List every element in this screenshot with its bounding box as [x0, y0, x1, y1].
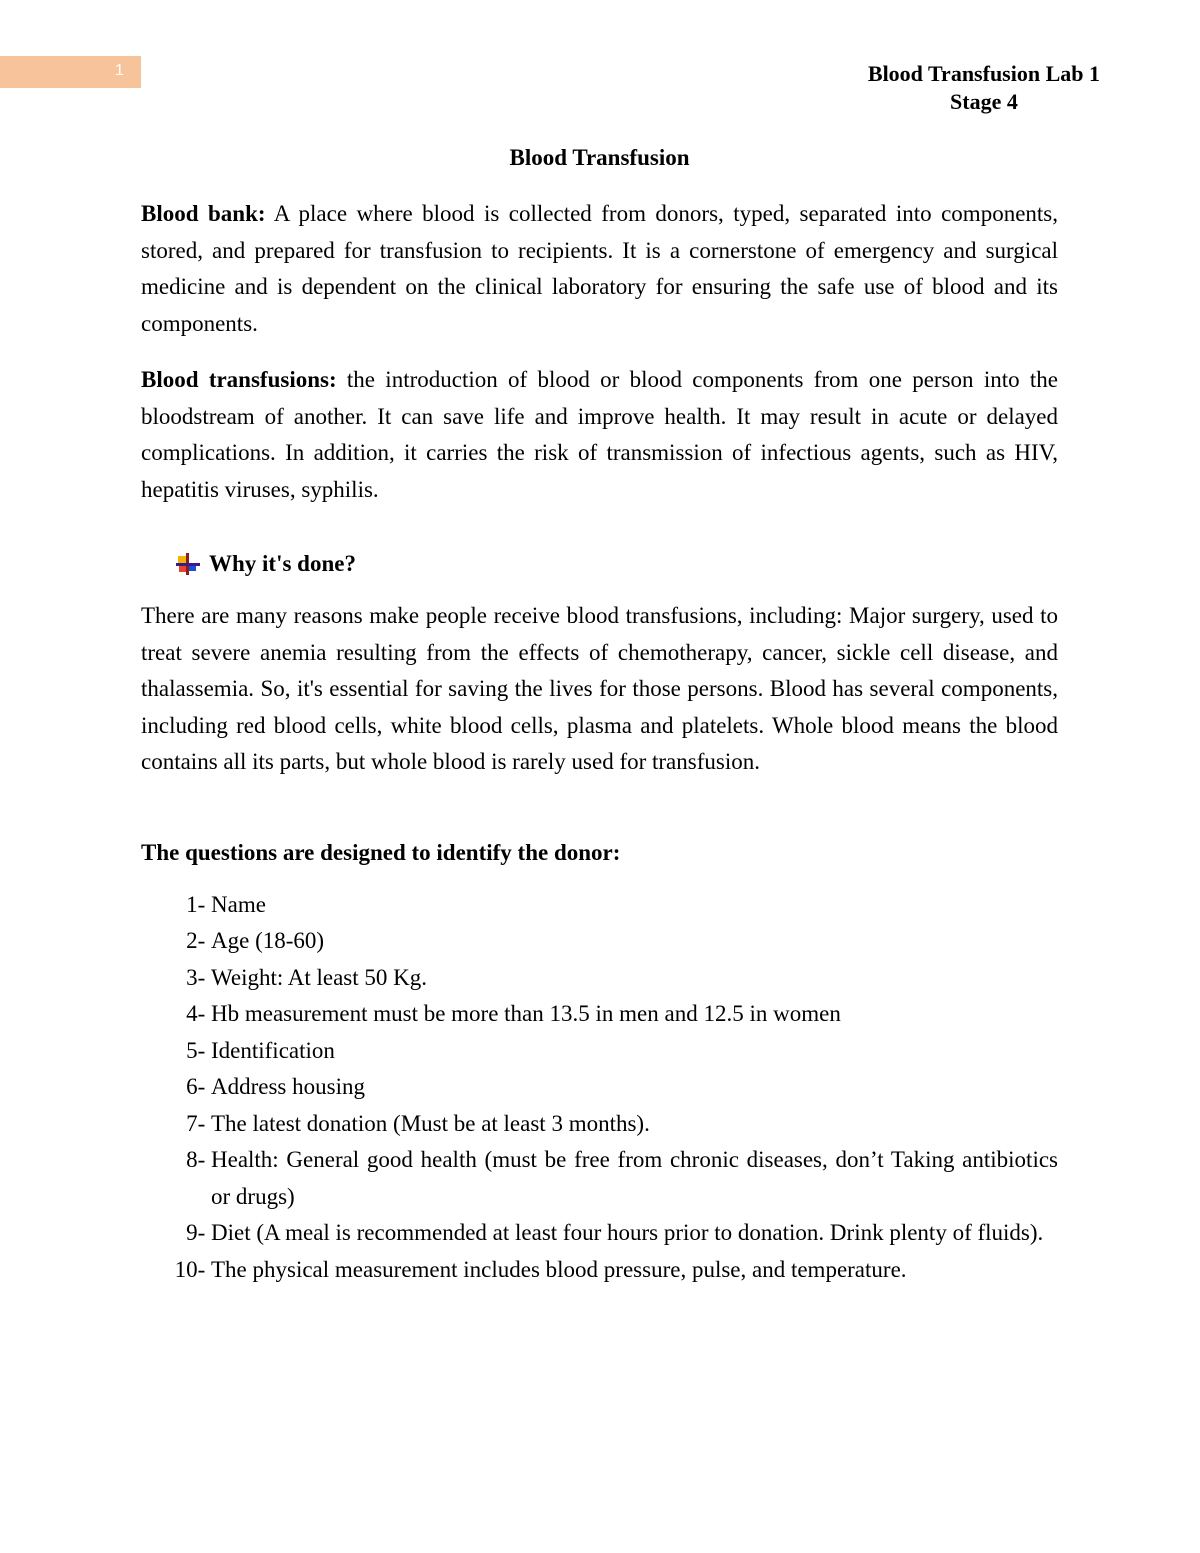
header-course: Blood Transfusion Lab 1 — [867, 61, 1100, 86]
list-item-text: Weight: At least 50 Kg. — [211, 964, 427, 990]
list-item — [141, 1215, 1058, 1252]
list-item-number: 6- — [186, 1074, 211, 1099]
document-title: Blood Transfusion — [509, 145, 690, 170]
document-body — [141, 140, 1058, 1288]
list-item-text: Diet (A meal is recommended at least four hours prior to donation. Drink plenty of fluids). — [211, 1220, 1044, 1245]
questions-heading: The questions are designed to identify the donor: — [141, 839, 621, 865]
list-item — [141, 1033, 1058, 1070]
reasons-paragraph: There are many reasons make people receive blood transfusions, including: Major surgery, used to treat severe anemia resulting from the effects of chemotherapy, cancer, sickle cell disease, and thalassemia. So, it's essential for saving the lives for those persons. Blood has several components, including red blood cells, white blood cells, plasma and platelets. Whole blood means the blood contains all its parts, but whole blood is rarely used for transfusion. — [141, 603, 1058, 774]
list-item-number: 10- — [174, 1256, 211, 1282]
list-item-number: 1- — [186, 891, 211, 917]
list-item — [141, 1069, 1058, 1106]
blood-bank-paragraph — [141, 196, 1058, 342]
list-item-text: Name — [211, 891, 266, 917]
why-heading — [175, 546, 1058, 582]
page-number-tab — [0, 56, 141, 88]
list-item — [141, 996, 1058, 1033]
blood-transfusions-term: Blood transfusions: — [141, 367, 337, 392]
list-item — [141, 923, 1058, 960]
list-item-text: Identification — [211, 1037, 335, 1063]
list-item — [141, 1106, 1058, 1143]
bullet-cross-icon — [175, 552, 201, 576]
list-item-number: 3- — [186, 964, 211, 990]
header-stage: Stage 4 — [950, 89, 1018, 114]
list-item — [141, 1252, 1058, 1289]
list-item — [141, 887, 1058, 924]
blood-transfusions-paragraph — [141, 362, 1058, 508]
list-item-text: The latest donation (Must be at least 3 months). — [211, 1110, 650, 1136]
blood-bank-definition: A place where blood is collected from donors, typed, separated into components, stored, and prepared for transfusion to recipients. It is a cornerstone of emergency and surgical medicine and is dependent on the clinical laboratory for ensuring the safe use of blood and its components. — [141, 201, 1058, 336]
list-item-number: 9- — [186, 1220, 211, 1245]
list-item — [141, 960, 1058, 997]
list-item-number: 7- — [186, 1110, 211, 1136]
blood-bank-term: Blood bank: — [141, 201, 266, 226]
donor-questions-list — [141, 887, 1058, 1289]
list-item-number: 2- — [186, 928, 211, 953]
list-item-number: 5- — [186, 1037, 211, 1063]
list-item-text: The physical measurement includes blood pressure, pulse, and temperature. — [211, 1256, 907, 1282]
list-item-number: 8- — [186, 1147, 211, 1172]
list-item-text: Hb measurement must be more than 13.5 in men and 12.5 in women — [211, 1001, 841, 1026]
list-item-text: Health: General good health (must be free from chronic diseases, don’t Taking antibiotics or drugs) — [211, 1147, 1058, 1209]
page-number: 1 — [115, 62, 124, 79]
list-item — [141, 1142, 1058, 1215]
list-item-text: Age (18-60) — [211, 928, 325, 953]
list-item-text: Address housing — [211, 1074, 365, 1099]
page-header — [868, 60, 1100, 116]
why-heading-text: Why it's done? — [209, 551, 356, 576]
blood-transfusions-definition: the introduction of blood or blood components from one person into the bloodstream of another. It can save life and improve health. It may result in acute or delayed complications. In addition, it carries the risk of transmission of infectious agents, such as HIV, hepatitis viruses, syphilis. — [141, 367, 1059, 502]
list-item-number: 4- — [186, 1001, 211, 1026]
